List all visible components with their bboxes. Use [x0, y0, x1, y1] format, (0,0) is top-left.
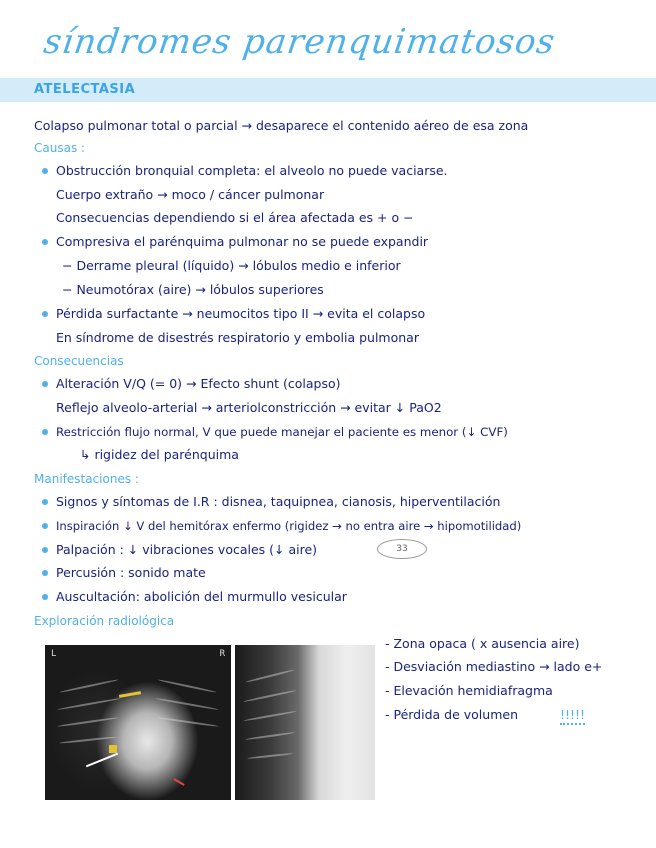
bullet-icon: [42, 168, 48, 174]
causa-item: Compresiva el parénquima pulmonar no se puede expandir: [56, 234, 429, 249]
manifestacion-item: Auscultación: abolición del murmullo vesicular: [56, 589, 347, 604]
bullet-icon: [42, 239, 48, 245]
page-title: síndromes parenquimatosos: [41, 22, 558, 62]
xray-finding: - Pérdida de volumen: [385, 707, 518, 722]
xray-marker-right: R: [219, 649, 225, 659]
xray-marker-left: L: [51, 649, 57, 659]
xray-finding: - Zona opaca ( x ausencia aire): [385, 636, 580, 651]
causa-item: Cuerpo extraño → moco / cáncer pulmonar: [56, 187, 325, 202]
emphasis-marks: !!!!!: [560, 707, 585, 725]
bullet-icon: [42, 594, 48, 600]
causas-heading: Causas :: [34, 141, 86, 155]
definition-text: Colapso pulmonar total o parcial → desaparece el contenido aéreo de esa zona: [34, 118, 529, 133]
annotation-line: [173, 778, 184, 786]
xray-finding: - Desviación mediastino → lado e+: [385, 659, 603, 674]
causa-item: En síndrome de disestrés respiratorio y embolia pulmonar: [56, 330, 419, 345]
consecuencia-item: Restricción flujo normal, V que puede manejar el paciente es menor (↓ CVF): [56, 425, 508, 439]
chest-xray-frontal: [45, 645, 231, 800]
bullet-icon: [42, 381, 48, 387]
xray-finding: - Elevación hemidiafragma: [385, 683, 553, 698]
causa-item: Obstrucción bronquial completa: el alveolo no puede vaciarse.: [56, 163, 448, 178]
bullet-icon: [42, 523, 48, 529]
chest-xray-atelectasis: [235, 645, 375, 800]
annotation-arrow: [119, 691, 141, 698]
consecuencia-item: Alteración V/Q (= 0) → Efecto shunt (colapso): [56, 376, 341, 391]
causa-item: Pérdida surfactante → neumocitos tipo II → evita el colapso: [56, 306, 426, 321]
manifestaciones-heading: Manifestaciones :: [34, 472, 139, 486]
consecuencias-heading: Consecuencias: [34, 354, 124, 368]
bullet-icon: [42, 311, 48, 317]
annotation-marker: [109, 745, 117, 753]
manifestacion-item: Palpación : ↓ vibraciones vocales (↓ aire): [56, 542, 318, 557]
exploracion-heading: Exploración radiológica: [34, 614, 175, 628]
manifestacion-item: Signos y síntomas de I.R : disnea, taquipnea, cianosis, hiperventilación: [56, 494, 501, 509]
speech-bubble: 33: [377, 539, 427, 559]
manifestacion-item: Inspiración ↓ V del hemitórax enfermo (rigidez → no entra aire → hipomotilidad): [56, 519, 522, 533]
consecuencia-item: Reflejo alveolo-arterial → arteriolconstricción → evitar ↓ PaO2: [56, 400, 442, 415]
section-title: ATELECTASIA: [34, 82, 136, 97]
bullet-icon: [42, 547, 48, 553]
annotation-line: [86, 753, 118, 768]
causa-item: − Derrame pleural (líquido) → lóbulos medio e inferior: [62, 258, 401, 273]
causa-item: − Neumotórax (aire) → lóbulos superiores: [62, 282, 324, 297]
manifestacion-item: Percusión : sonido mate: [56, 565, 206, 580]
bullet-icon: [42, 429, 48, 435]
bullet-icon: [42, 570, 48, 576]
causa-item: Consecuencias dependiendo si el área afectada es + o −: [56, 210, 414, 225]
bullet-icon: [42, 499, 48, 505]
consecuencia-item: ↳ rigidez del parénquima: [80, 447, 239, 462]
